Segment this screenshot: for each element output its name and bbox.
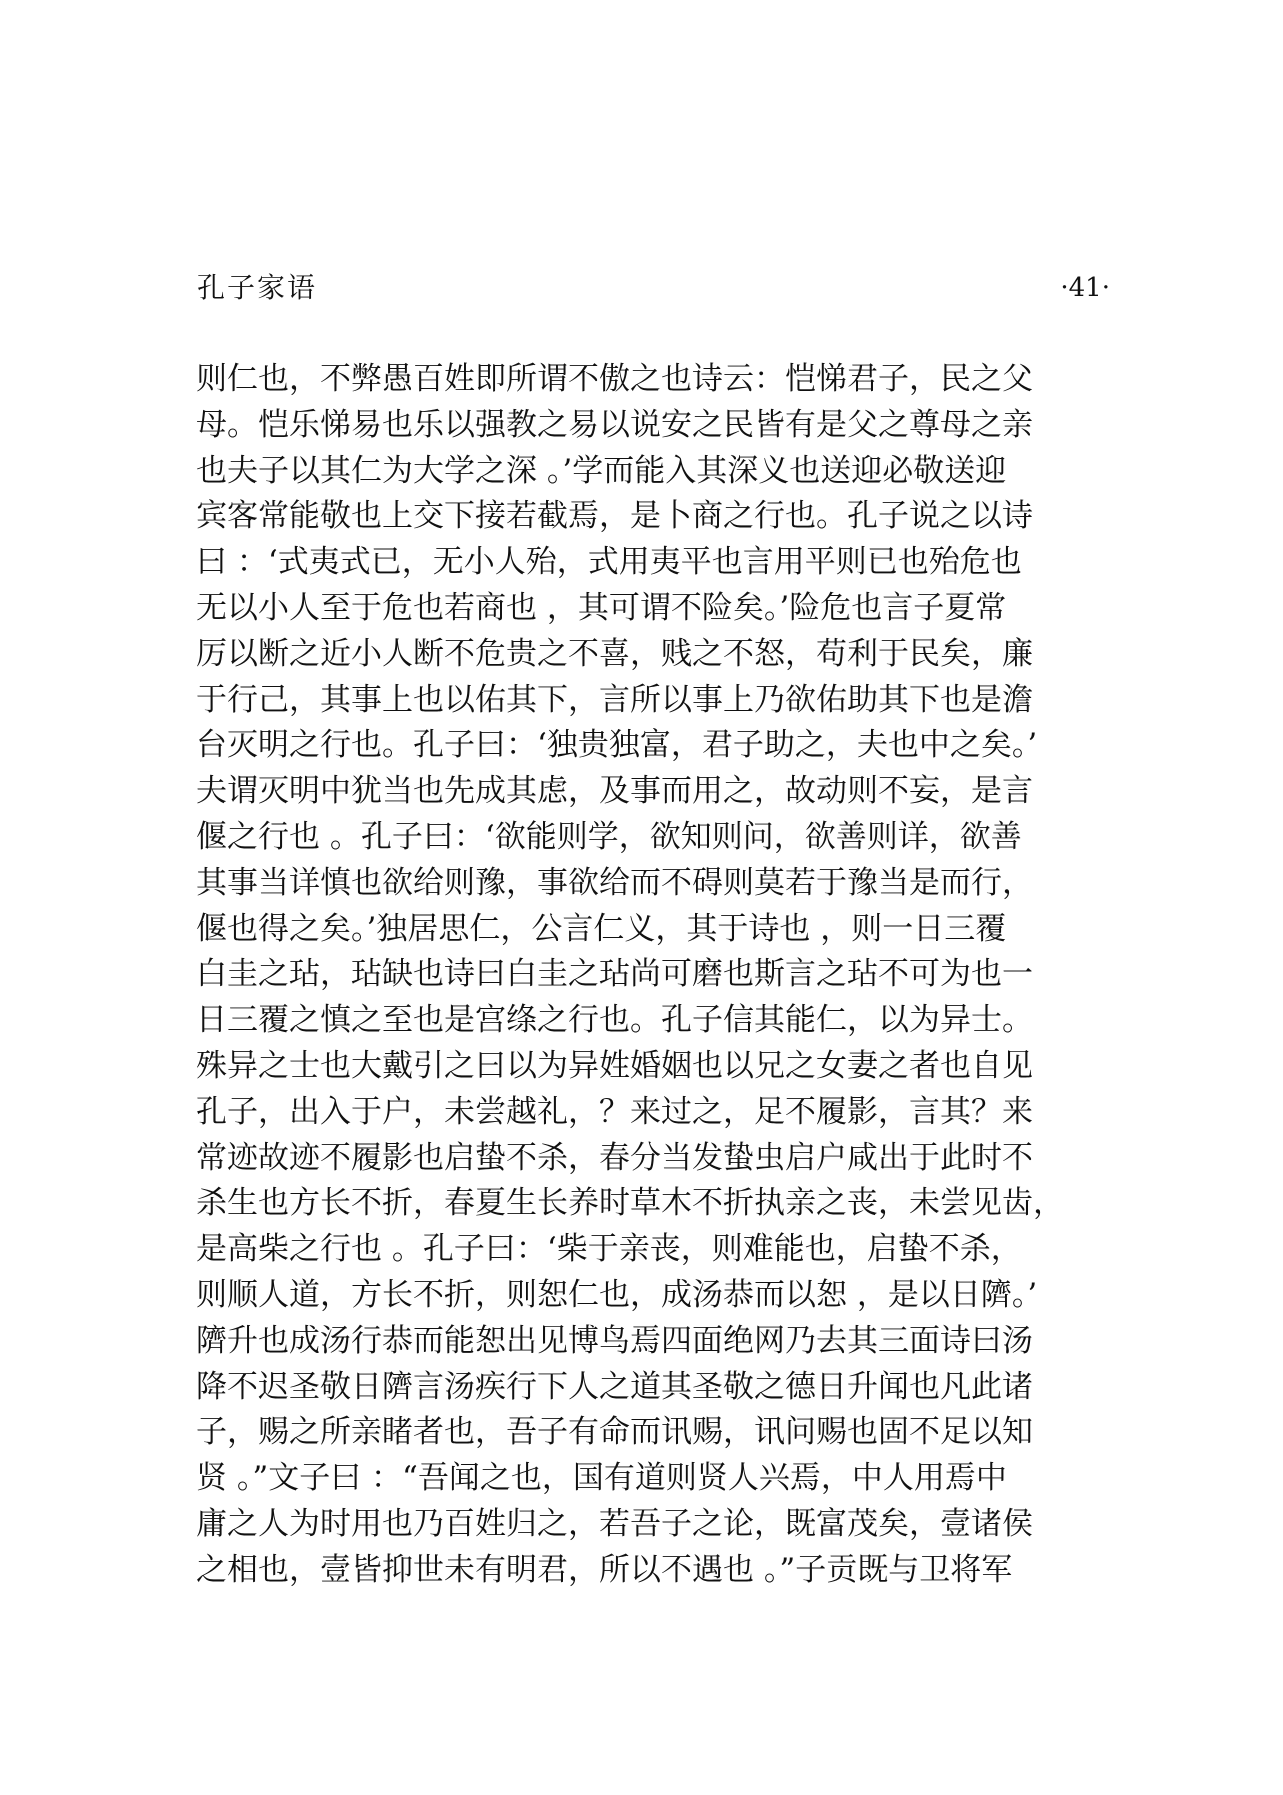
text-line: 夫谓灭明中犹当也先成其虑，及事而用之，故动则不妄，是言 xyxy=(196,773,1033,810)
text-line: 其事当详慎也欲给则豫，事欲给而不碍则莫若于豫当是而行， xyxy=(196,864,1033,901)
text-line: 殊异之士也大戴引之曰以为异姓婚姻也以兄之女妻之者也自见 xyxy=(196,1047,1033,1084)
text-line: 母。恺乐悌易也乐以强教之易以说安之民皆有是父之尊母之亲 xyxy=(196,406,1033,443)
text-line: 子，赐之所亲睹者也，吾子有命而讯赐，讯问赐也固不足以知 xyxy=(196,1414,1033,1451)
text-line: 宾客常能敬也上交下接若截焉，是卜商之行也。孔子说之以诗 xyxy=(196,498,1033,535)
text-line: 是高柴之行也 。孔子曰：‘柴于亲丧，则难能也，启蛰不杀， xyxy=(196,1231,1022,1268)
text-line: 厉以断之近小人断不危贵之不喜，贱之不怒，苟利于民矣，廉 xyxy=(196,635,1033,672)
text-line: 日三覆之慎之至也是宫绦之行也。孔子信其能仁，以为异士。 xyxy=(196,1002,1033,1039)
text-line: 偃也得之矣。’独居思仁，公言仁义，其于诗也 ，则一日三覆 xyxy=(196,910,1007,947)
text-line: 白圭之玷，玷缺也诗曰白圭之玷尚可磨也斯言之玷不可为也一 xyxy=(196,956,1033,993)
text-line: 于行己，其事上也以佑其下，言所以事上乃欲佑助其下也是澹 xyxy=(196,681,1033,718)
text-line: 贤 。”文子曰 ：“吾闻之也，国有道则贤人兴焉，中人用焉中 xyxy=(196,1460,1007,1497)
text-line: 孔子，出入于户，未尝越礼，？来过之，足不履影，言其？来 xyxy=(196,1093,1033,1130)
text-line: 之相也，壹皆抑世未有明君，所以不遇也 。”子贡既与卫将军 xyxy=(196,1551,1013,1588)
running-title: 孔子家语 xyxy=(197,271,318,304)
body-text xyxy=(196,357,1096,1594)
text-line: 隮升也成汤行恭而能恕出见博鸟焉四面绝网乃去其三面诗曰汤 xyxy=(196,1322,1033,1359)
text-line: 则仁也，不弊愚百姓即所谓不傲之也诗云：恺悌君子，民之父 xyxy=(196,361,1033,397)
text-line: 常迹故迹不履影也启蛰不杀，春分当发蛰虫启户咸出于此时不 xyxy=(196,1139,1033,1176)
text-line: 也夫子以其仁为大学之深 。’学而能入其深义也送迎必敬送迎 xyxy=(196,452,1007,489)
text-line: 杀生也方长不折，春夏生长养时草木不折执亲之丧，未尝见齿， xyxy=(196,1185,1064,1222)
text-line: 曰 ：‘式夷式已，无小人殆，式用夷平也言用平则已也殆危也 xyxy=(196,544,1022,581)
text-line: 偃之行也 。孔子曰：‘欲能则学，欲知则问，欲善则详，欲善 xyxy=(196,818,1022,855)
text-line: 则顺人道，方长不折，则恕仁也，成汤恭而以恕 ，是以日隮。’ xyxy=(196,1276,1038,1313)
text-line: 无以小人至于危也若商也 ，其可谓不险矣。’险危也言子夏常 xyxy=(196,589,1007,626)
text-line: 庸之人为时用也乃百姓归之，若吾子之论，既富茂矣，壹诸侯 xyxy=(196,1505,1033,1542)
text-line: 台灭明之行也。孔子曰：‘独贵独富，君子助之，夫也中之矣。’ xyxy=(196,727,1038,764)
text-line: 降不迟圣敬日隮言汤疾行下人之道其圣敬之德日升闻也凡此诸 xyxy=(196,1368,1033,1405)
page-number: ·41· xyxy=(1060,273,1110,303)
